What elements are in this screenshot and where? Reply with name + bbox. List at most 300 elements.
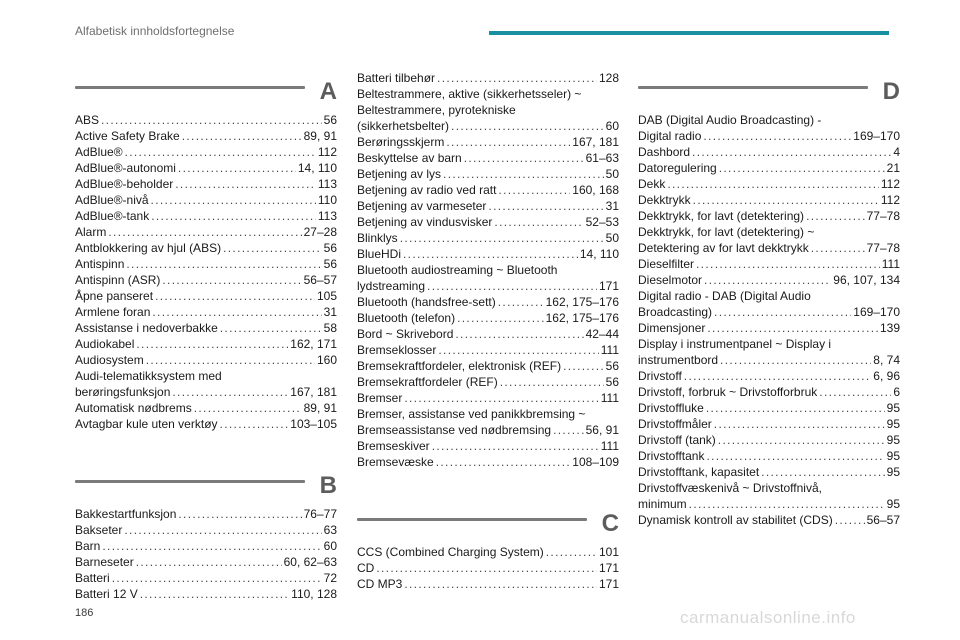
entry-row (357, 150, 619, 166)
entry-text: Blinklys (357, 231, 398, 245)
entry-row (638, 416, 900, 432)
section-header (75, 472, 337, 506)
entry-page-ref: 128 (598, 71, 619, 85)
dot-leader (136, 336, 288, 352)
entry-row (75, 336, 337, 352)
section-rule (357, 518, 587, 521)
index-entry (357, 358, 619, 374)
entry-page-ref: 101 (598, 545, 619, 559)
entry-row (75, 522, 337, 538)
index-entry (75, 304, 337, 320)
index-entry (75, 272, 337, 288)
dot-leader (124, 522, 321, 538)
index-entry (357, 390, 619, 406)
dot-leader (706, 448, 884, 464)
entry-page-ref: 111 (600, 343, 619, 357)
dot-leader (146, 352, 315, 368)
entry-row (357, 390, 619, 406)
index-entry (75, 538, 337, 554)
entry-row (357, 246, 619, 262)
entry-page-ref: 162, 171 (290, 337, 337, 351)
entry-row (75, 208, 337, 224)
entry-text: minimum (638, 497, 687, 511)
dot-leader (376, 560, 597, 576)
entry-page-ref: 4 (893, 145, 900, 159)
dot-leader (546, 544, 597, 560)
entry-row (638, 512, 900, 528)
entry-page-ref: 27–28 (303, 225, 337, 239)
entry-page-ref: 42–44 (585, 327, 619, 341)
entry-row (75, 160, 337, 176)
entry-text: Avtagbar kule uten verktøy (75, 417, 218, 431)
index-entry (75, 112, 337, 128)
index-entry (638, 144, 900, 160)
entry-page-ref: 171 (598, 279, 619, 293)
dot-leader (162, 272, 301, 288)
index-section (75, 78, 337, 432)
entry-page-ref: 110 (317, 193, 337, 207)
entry-text: Drivstoff (638, 369, 682, 383)
entry-text: Active Safety Brake (75, 129, 180, 143)
entry-text-line: Bluetooth audiostreaming ~ Bluetooth (357, 263, 558, 277)
entry-text: Dimensjoner (638, 321, 706, 335)
dot-leader (761, 464, 884, 480)
entry-text: Berøringsskjerm (357, 135, 445, 149)
entry-text-line: DAB (Digital Audio Broadcasting) - (638, 113, 822, 127)
entry-text: Antispinn (ASR) (75, 273, 161, 287)
entry-page-ref: 31 (323, 305, 337, 319)
section-letter: B (319, 472, 337, 499)
index-entry (357, 262, 619, 294)
entry-text-line: Beltestrammere, pyrotekniske (357, 103, 516, 117)
entry-text: AdBlue®-beholder (75, 177, 174, 191)
dot-leader (101, 112, 322, 128)
index-entry (75, 368, 337, 400)
dot-leader (703, 128, 851, 144)
entry-page-ref: 110, 128 (291, 587, 337, 601)
index-entry (357, 166, 619, 182)
index-entry (75, 160, 337, 176)
entry-page-ref: 169–170 (853, 129, 900, 143)
index-entry (357, 438, 619, 454)
entry-page-ref: 60, 62–63 (283, 555, 337, 569)
dot-leader (151, 192, 316, 208)
entry-row (75, 304, 337, 320)
entry-page-ref: 112 (317, 145, 337, 159)
entry-row (357, 342, 619, 358)
dot-leader (706, 400, 885, 416)
entry-page-ref: 112 (880, 177, 900, 191)
entry-text: Betjening av vindusvisker (357, 215, 493, 229)
entry-text: Batteri (75, 571, 110, 585)
section-rule (75, 86, 305, 89)
entry-page-ref: 96, 107, 134 (833, 273, 900, 287)
entry-row (75, 192, 337, 208)
dot-leader (136, 554, 282, 570)
index-column-3 (638, 70, 900, 528)
entry-page-ref: 60 (605, 119, 619, 133)
entry-row (357, 214, 619, 230)
entry-page-ref: 167, 181 (290, 385, 337, 399)
entry-text: Bremseassistanse ved nødbremsing (357, 423, 552, 437)
dot-leader (704, 272, 831, 288)
index-entry (638, 464, 900, 480)
entry-text: Dekk (638, 177, 666, 191)
entry-row (75, 240, 337, 256)
entry-text: Alarm (75, 225, 107, 239)
index-entry (357, 576, 619, 592)
entry-page-ref: 95 (886, 401, 900, 415)
section-letter: C (601, 510, 619, 537)
index-entry (75, 522, 337, 538)
entry-page-ref: 76–77 (303, 507, 337, 521)
index-entry (75, 554, 337, 570)
section-header (638, 78, 900, 112)
entry-row (357, 326, 619, 342)
index-entry (638, 288, 900, 320)
entry-page-ref: 61–63 (585, 151, 619, 165)
entry-text: Drivstoff, forbruk ~ Drivstofforbruk (638, 385, 818, 399)
entry-row (75, 144, 337, 160)
dot-leader (172, 384, 288, 400)
entry-text: Antispinn (75, 257, 125, 271)
index-column-2 (357, 70, 619, 592)
index-entry (75, 128, 337, 144)
dot-leader (220, 320, 322, 336)
entry-page-ref: 160 (316, 353, 337, 367)
entry-text: Digital radio (638, 129, 702, 143)
entry-row (357, 560, 619, 576)
dot-leader (126, 256, 321, 272)
entry-text: Bremsevæske (357, 455, 434, 469)
entry-row (638, 448, 900, 464)
entry-row (638, 384, 900, 400)
entry-page-ref: 169–170 (853, 305, 900, 319)
entry-text: Bremsekraftfordeler, elektronisk (REF) (357, 359, 562, 373)
entry-row (638, 320, 900, 336)
index-entry (638, 432, 900, 448)
entry-page-ref: 52–53 (585, 215, 619, 229)
entry-row (357, 182, 619, 198)
entry-row (75, 384, 337, 400)
entry-text: instrumentbord (638, 353, 719, 367)
entry-row (75, 112, 337, 128)
entry-text: Assistanse i nedoverbakke (75, 321, 218, 335)
entry-text: Dekktrykk, for lavt (detektering) (638, 209, 805, 223)
index-entry (357, 198, 619, 214)
entry-text: Betjening av lys (357, 167, 442, 181)
dot-leader (400, 230, 604, 246)
index-entry (75, 176, 337, 192)
dot-leader (693, 192, 879, 208)
entry-page-ref: 171 (598, 577, 619, 591)
index-entry (75, 336, 337, 352)
entry-row (357, 278, 619, 294)
entry-text-line: Drivstoffvæskenivå ~ Drivstoffnivå, (638, 481, 822, 495)
entry-page-ref: 89, 91 (303, 401, 337, 415)
index-entry (638, 400, 900, 416)
entry-text: Barneseter (75, 555, 134, 569)
entry-text: CD MP3 (357, 577, 403, 591)
entry-text: Dynamisk kontroll av stabilitet (CDS) (638, 513, 833, 527)
entry-text: AdBlue® (75, 145, 123, 159)
entry-page-ref: 95 (886, 417, 900, 431)
page-number: 186 (75, 607, 94, 619)
entry-page-ref: 95 (886, 497, 900, 511)
index-entry (75, 416, 337, 432)
entry-page-ref: 50 (605, 231, 619, 245)
entry-page-ref: 111 (881, 257, 900, 271)
entry-row (357, 422, 619, 438)
index-entry (357, 544, 619, 560)
dot-leader (714, 304, 851, 320)
entry-page-ref: 95 (886, 433, 900, 447)
entry-page-ref: 167, 181 (572, 135, 619, 149)
dot-leader (223, 240, 322, 256)
entry-row (75, 128, 337, 144)
index-entry (75, 192, 337, 208)
dot-leader (112, 570, 322, 586)
entry-text: Automatisk nødbrems (75, 401, 192, 415)
entry-page-ref: 56 (323, 241, 337, 255)
entry-text: Bluetooth (handsfree-sett) (357, 295, 496, 309)
dot-leader (438, 342, 598, 358)
index-entry (357, 214, 619, 230)
dot-leader (152, 304, 321, 320)
entry-text: Barn (75, 539, 101, 553)
entry-row (75, 570, 337, 586)
dot-leader (719, 160, 885, 176)
dot-leader (403, 246, 578, 262)
dot-leader (835, 512, 865, 528)
entry-page-ref: 72 (323, 571, 337, 585)
watermark: carmanualsonline.info (680, 608, 856, 627)
entry-row (357, 374, 619, 390)
index-entry (75, 224, 337, 240)
dot-leader (689, 496, 885, 512)
dot-leader (811, 240, 865, 256)
dot-leader (182, 128, 302, 144)
entry-text: Armlene foran (75, 305, 151, 319)
entry-text: Drivstoff (tank) (638, 433, 716, 447)
entry-page-ref: 56 (605, 375, 619, 389)
dot-leader (498, 182, 570, 198)
entry-row (638, 256, 900, 272)
index-entry (357, 86, 619, 134)
entry-page-ref: 56–57 (303, 273, 337, 287)
entry-text: Broadcasting) (638, 305, 713, 319)
index-entry (357, 342, 619, 358)
dot-leader (178, 506, 301, 522)
index-entry (638, 208, 900, 224)
entry-text: Drivstoffmåler (638, 417, 712, 431)
section-rule (75, 480, 305, 483)
dot-leader (451, 118, 604, 134)
entry-page-ref: 77–78 (866, 209, 900, 223)
entry-row (357, 166, 619, 182)
index-entry (75, 288, 337, 304)
entry-row (638, 432, 900, 448)
entry-text: ABS (75, 113, 100, 127)
entry-page-ref: 111 (600, 439, 619, 453)
entry-page-ref: 56 (605, 359, 619, 373)
section-rule (638, 86, 868, 89)
index-entry (357, 150, 619, 166)
index-entry (75, 352, 337, 368)
dot-leader (457, 310, 544, 326)
dot-leader (432, 438, 599, 454)
index-entry (357, 310, 619, 326)
entry-page-ref: 108–109 (572, 455, 619, 469)
dot-leader (140, 586, 289, 602)
index-entry (357, 374, 619, 390)
entry-row (75, 506, 337, 522)
entry-text: Drivstoffluke (638, 401, 704, 415)
entry-text: Bremser (357, 391, 403, 405)
header-accent-bar (489, 31, 889, 35)
entry-row (638, 464, 900, 480)
index-section (357, 70, 619, 470)
entry-text: Batteri tilbehør (357, 71, 436, 85)
dot-leader (500, 374, 604, 390)
entry-page-ref: 113 (317, 209, 337, 223)
entry-row (357, 134, 619, 150)
entry-text: Drivstofftank, kapasitet (638, 465, 760, 479)
entry-row (75, 256, 337, 272)
entry-row (638, 192, 900, 208)
entry-row (75, 288, 337, 304)
entry-row (638, 160, 900, 176)
entry-row (75, 416, 337, 432)
entry-row (638, 304, 900, 320)
entry-row (357, 70, 619, 86)
entry-text: Bremsekraftfordeler (REF) (357, 375, 498, 389)
entry-page-ref: 105 (316, 289, 337, 303)
index-entry (638, 256, 900, 272)
index-entry (357, 182, 619, 198)
entry-row (75, 538, 337, 554)
dot-leader (404, 390, 598, 406)
entry-text: Betjening av varmeseter (357, 199, 487, 213)
dot-leader (427, 278, 597, 294)
entry-text-line: Display i instrumentpanel ~ Display i (638, 337, 832, 351)
entry-text: Bluetooth (telefon) (357, 311, 456, 325)
dot-leader (667, 176, 879, 192)
dot-leader (714, 416, 885, 432)
entry-page-ref: 111 (600, 391, 619, 405)
dot-leader (707, 320, 878, 336)
dot-leader (436, 454, 571, 470)
section-letter: A (319, 78, 337, 105)
index-entry (75, 144, 337, 160)
entry-row (75, 400, 337, 416)
entry-text: CD (357, 561, 375, 575)
index-entry (638, 448, 900, 464)
index-entry (638, 480, 900, 512)
dot-leader (194, 400, 302, 416)
index-entry (357, 294, 619, 310)
index-entry (75, 506, 337, 522)
dot-leader (819, 384, 891, 400)
entry-text: Bakkestartfunksjon (75, 507, 177, 521)
entry-text: CCS (Combined Charging System) (357, 545, 544, 559)
entry-page-ref: 58 (323, 321, 337, 335)
dot-leader (102, 538, 321, 554)
index-entry (357, 326, 619, 342)
entry-row (638, 144, 900, 160)
dot-leader (108, 224, 301, 240)
entry-text: Audiokabel (75, 337, 135, 351)
dot-leader (155, 288, 315, 304)
entry-text: AdBlue®-nivå (75, 193, 149, 207)
entry-text: (sikkerhetsbelter) (357, 119, 450, 133)
dot-leader (178, 160, 296, 176)
entry-page-ref: 171 (598, 561, 619, 575)
running-header-title: Alfabetisk innholdsfortegnelse (75, 24, 235, 38)
entry-text: Dekktrykk (638, 193, 691, 207)
entry-text: Bakseter (75, 523, 123, 537)
entry-text-line: Bremser, assistanse ved panikkbremsing ~ (357, 407, 586, 421)
entry-text-line: Digital radio - DAB (Digital Audio (638, 289, 811, 303)
entry-text: Datoregulering (638, 161, 717, 175)
index-section (75, 472, 337, 602)
index-entry (638, 320, 900, 336)
index-entry (75, 208, 337, 224)
index-entry (638, 384, 900, 400)
entry-row (357, 454, 619, 470)
index-entry (75, 400, 337, 416)
dot-leader (443, 166, 604, 182)
entry-page-ref: 56, 91 (585, 423, 619, 437)
entry-page-ref: 95 (886, 449, 900, 463)
index-entry (357, 406, 619, 438)
entry-text: Bremseskiver (357, 439, 430, 453)
entry-row (357, 576, 619, 592)
dot-leader (494, 214, 583, 230)
dot-leader (498, 294, 544, 310)
index-entry (357, 70, 619, 86)
index-entry (75, 586, 337, 602)
section-header (75, 78, 337, 112)
entry-text-line: Audi-telematikksystem med (75, 369, 222, 383)
entry-text: Dieselmotor (638, 273, 703, 287)
entry-row (357, 310, 619, 326)
entry-page-ref: 95 (886, 465, 900, 479)
index-column-1 (75, 70, 337, 602)
dot-leader (151, 208, 316, 224)
index-entry (638, 176, 900, 192)
index-entry (638, 416, 900, 432)
entry-row (357, 294, 619, 310)
entry-page-ref: 162, 175–176 (545, 311, 619, 325)
index-entry (75, 570, 337, 586)
dot-leader (563, 358, 604, 374)
entry-row (357, 230, 619, 246)
index-entry (75, 256, 337, 272)
entry-text: lydstreaming (357, 279, 426, 293)
index-section (357, 510, 619, 592)
entry-page-ref: 139 (879, 321, 900, 335)
index-entry (75, 240, 337, 256)
entry-text: Batteri 12 V (75, 587, 138, 601)
entry-text: Dashbord (638, 145, 691, 159)
entry-page-ref: 112 (880, 193, 900, 207)
entry-text: Åpne panseret (75, 289, 154, 303)
index-entry (638, 192, 900, 208)
entry-page-ref: 6 (893, 385, 900, 399)
entry-row (638, 368, 900, 384)
index-entry (75, 320, 337, 336)
